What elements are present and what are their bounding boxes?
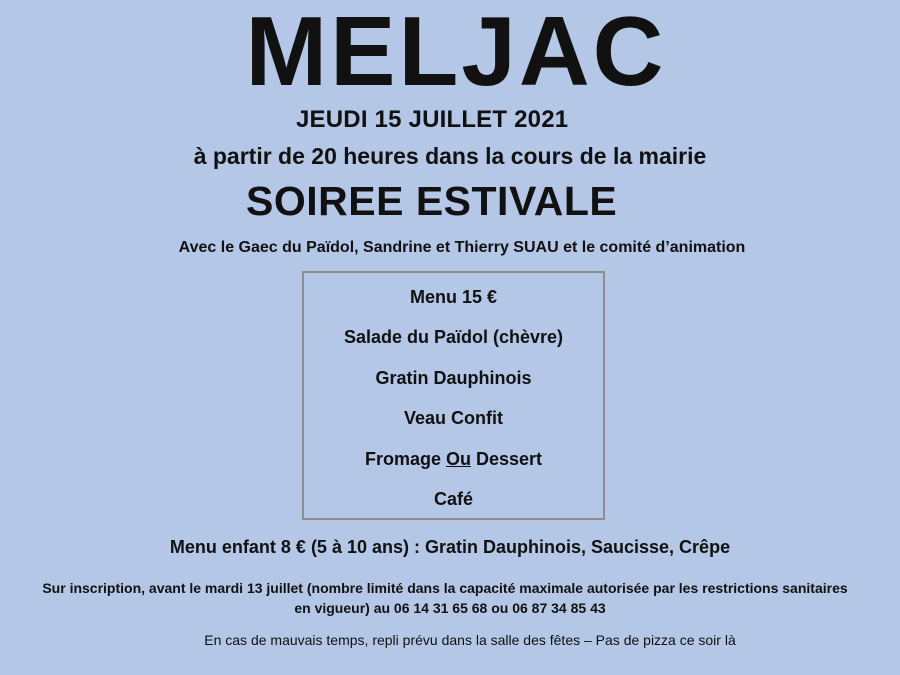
kids-menu: Menu enfant 8 € (5 à 10 ans) : Gratin Dauphinois, Saucisse, Crêpe [169, 537, 731, 557]
menu-item-gratin: Gratin Dauphinois [375, 368, 532, 388]
menu-item-dessert: Dessert [470, 449, 543, 469]
menu-box [302, 271, 605, 520]
registration-line-2: en vigueur) au 06 14 31 65 68 ou 06 87 34 85 43 [294, 600, 606, 616]
menu-item-salad: Salade du Païdol (chèvre) [343, 327, 564, 347]
event-name: SOIREE ESTIVALE [246, 178, 618, 224]
menu-item-veal: Veau Confit [403, 408, 503, 428]
registration-line-1: Sur inscription, avant le mardi 13 juillet (nombre limité dans la capacité maximale autorisée par les restrictions sanitaires [42, 580, 848, 596]
menu-item-coffee: Café [433, 489, 473, 509]
menu-item-cheese-or-dessert [304, 449, 603, 470]
weather-note: En cas de mauvais temps, repli prévu dans la salle des fêtes – Pas de pizza ce soir là [204, 632, 736, 648]
event-date: JEUDI 15 JUILLET 2021 [296, 106, 569, 133]
poster-title: MELJAC [245, 0, 667, 106]
event-hosts: Avec le Gaec du Païdol, Sandrine et Thierry SUAU et le comité d’animation [178, 239, 746, 256]
menu-title: Menu 15 € [409, 287, 498, 307]
menu-item-or: Ou [445, 449, 471, 469]
menu-item-cheese: Fromage [364, 449, 446, 469]
event-time-location: à partir de 20 heures dans la cours de la mairie [193, 143, 707, 169]
